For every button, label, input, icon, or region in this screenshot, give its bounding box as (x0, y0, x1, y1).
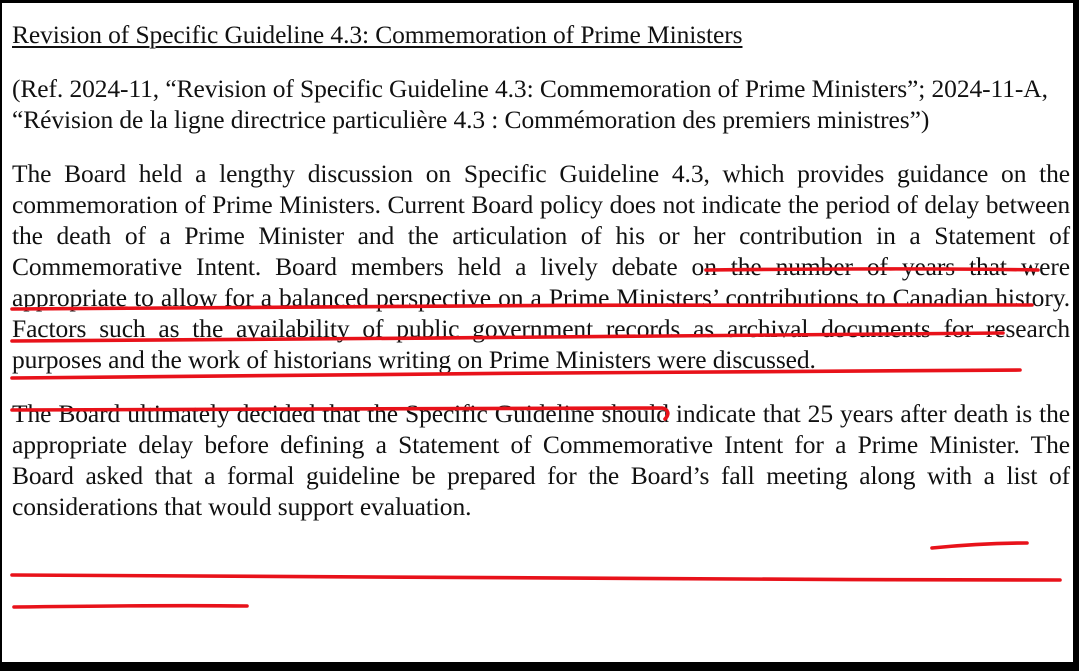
underline-decision-line-3 (14, 606, 247, 607)
reference-note: (Ref. 2024-11, “Revision of Specific Guideline 4.3: Commemoration of Prime Ministers”; 2024-11-A, “Révision de la ligne directrice particulière 4.3 : Commémoration des premiers ministres”) (12, 74, 1048, 134)
document-body (12, 19, 1070, 522)
document-title: Revision of Specific Guideline 4.3: Commemoration of Prime Ministers (12, 20, 743, 49)
document-page (2, 3, 1073, 662)
underline-decision-line-1 (932, 543, 1027, 548)
paragraph-decision: The Board ultimately decided that the Specific Guideline should indicate that 25 years after death is the appropriate delay before defining a Statement of Commemorative Intent for a Prime Minister. The Board asked that a formal guideline be prepared for the Board’s fall meeting along with a list of considerations that would support evaluation. (12, 399, 1070, 521)
paragraph-discussion: The Board held a lengthy discussion on Specific Guideline 4.3, which provides guidance on the commemoration of Prime Ministers. Current Board policy does not indicate the period of delay between the death of a Prime Minister and the articulation of his or her contribution in a Statement of Commemorative Intent. Board members held a lively debate on the number of years that were appropriate to allow for a balanced perspective on a Prime Ministers’ contributions to Canadian history. Factors such as the availability of public government records as archival documents for research purposes and the work of historians writing on Prime Ministers were discussed. (12, 159, 1070, 374)
underline-decision-line-2 (12, 575, 1060, 580)
